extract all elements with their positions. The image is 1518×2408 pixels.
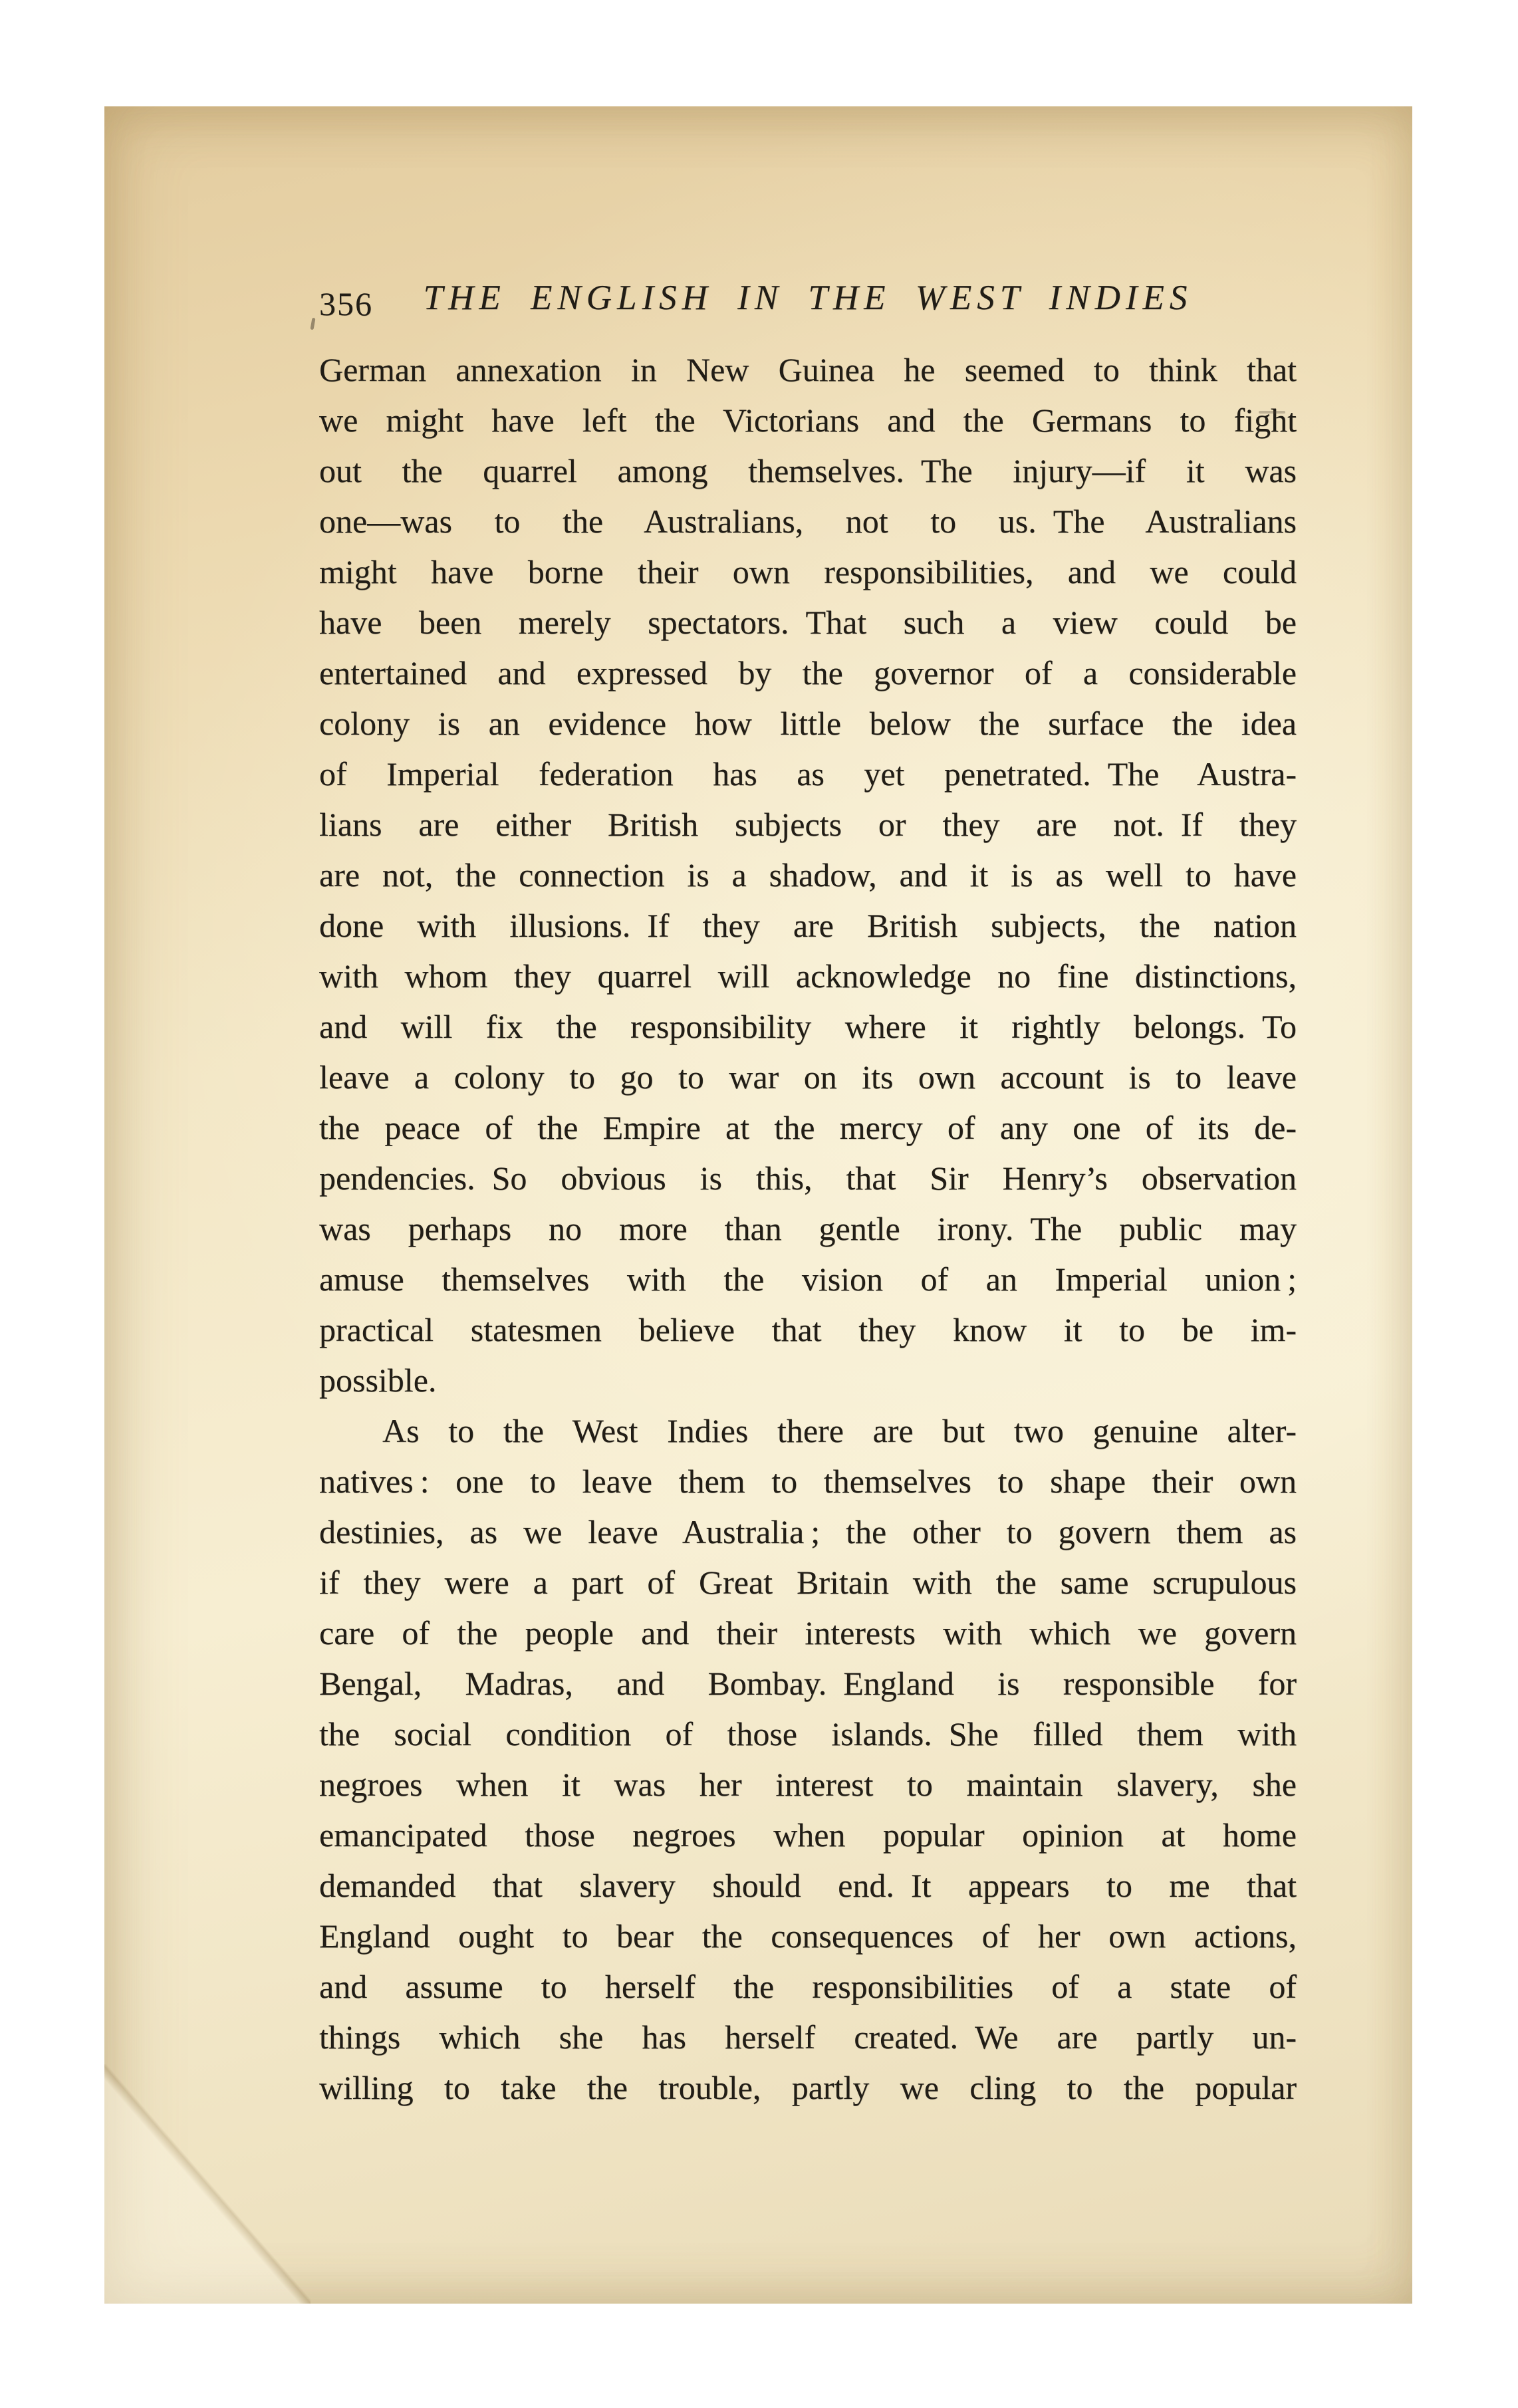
text-line: demanded that slavery should end. It appears to me that bbox=[319, 1867, 1297, 1904]
text-line: if they were a part of Great Britain with the same scrupulous bbox=[319, 1564, 1297, 1601]
text-line: are not, the connection is a shadow, and it is as well to have bbox=[319, 856, 1297, 894]
scanned-book-page bbox=[104, 106, 1412, 2304]
text-line: out the quarrel among themselves. The injury—if it was bbox=[319, 452, 1297, 489]
paragraph bbox=[319, 1405, 1297, 2113]
page-corner-fold bbox=[104, 2064, 311, 2304]
text-line: negroes when it was her interest to maintain slavery, she bbox=[319, 1766, 1297, 1803]
text-line: lians are either British subjects or they are not. If they bbox=[319, 806, 1297, 843]
running-header bbox=[319, 278, 1297, 324]
text-line: England ought to bear the consequences of her own actions, bbox=[319, 1917, 1297, 1955]
text-line: have been merely spectators. That such a view could be bbox=[319, 604, 1297, 641]
text-line: entertained and expressed by the governor of a considerable bbox=[319, 654, 1297, 691]
text-line: we might have left the Victorians and the Germans to fight bbox=[319, 402, 1297, 439]
text-line: German annexation in New Guinea he seemed to think that bbox=[319, 351, 1297, 388]
text-line: willing to take the trouble, partly we cling to the popular bbox=[319, 2069, 1297, 2106]
text-line: pendencies. So obvious is this, that Sir Henry’s observation bbox=[319, 1159, 1297, 1197]
text-line: destinies, as we leave Australia ; the other to govern them as bbox=[319, 1513, 1297, 1550]
text-line: amuse themselves with the vision of an Imperial union ; bbox=[319, 1261, 1297, 1298]
text-line: with whom they quarrel will acknowledge no fine distinctions, bbox=[319, 957, 1297, 995]
text-line: the peace of the Empire at the mercy of any one of its de- bbox=[319, 1109, 1297, 1146]
body-text bbox=[319, 344, 1297, 2113]
text-line: leave a colony to go to war on its own account is to leave bbox=[319, 1058, 1297, 1096]
text-line: colony is an evidence how little below the surface the idea bbox=[319, 705, 1297, 742]
text-line: done with illusions. If they are British subjects, the nation bbox=[319, 907, 1297, 944]
page-number: 356 bbox=[319, 285, 373, 322]
ink-speck-artifact bbox=[310, 318, 315, 330]
text-line: and will fix the responsibility where it rightly belongs. To bbox=[319, 1008, 1297, 1045]
text-line: As to the West Indies there are but two genuine alter- bbox=[382, 1412, 1297, 1449]
text-line: practical statesmen believe that they know it to be im- bbox=[319, 1311, 1297, 1348]
text-line: the social condition of those islands. She filled them with bbox=[319, 1715, 1297, 1752]
scan-smudge-artifact bbox=[1259, 411, 1285, 414]
text-line: might have borne their own responsibilities, and we could bbox=[319, 553, 1297, 590]
text-line: natives : one to leave them to themselves to shape their own bbox=[319, 1463, 1297, 1500]
text-line: care of the people and their interests with which we govern bbox=[319, 1614, 1297, 1651]
text-line: emancipated those negroes when popular opinion at home bbox=[319, 1816, 1297, 1854]
text-line: was perhaps no more than gentle irony. The public may bbox=[319, 1210, 1297, 1247]
text-line: things which she has herself created. We are partly un- bbox=[319, 2018, 1297, 2056]
text-line: and assume to herself the responsibilities of a state of bbox=[319, 1968, 1297, 2005]
text-line: Bengal, Madras, and Bombay. England is responsible for bbox=[319, 1665, 1297, 1702]
paragraph bbox=[319, 344, 1297, 1405]
text-line: one—was to the Australians, not to us. The Australians bbox=[319, 503, 1297, 540]
text-line: possible. bbox=[319, 1362, 437, 1399]
text-line: of Imperial federation has as yet penetrated. The Austra- bbox=[319, 755, 1297, 792]
running-title: THE ENGLISH IN THE WEST INDIES bbox=[423, 279, 1193, 317]
